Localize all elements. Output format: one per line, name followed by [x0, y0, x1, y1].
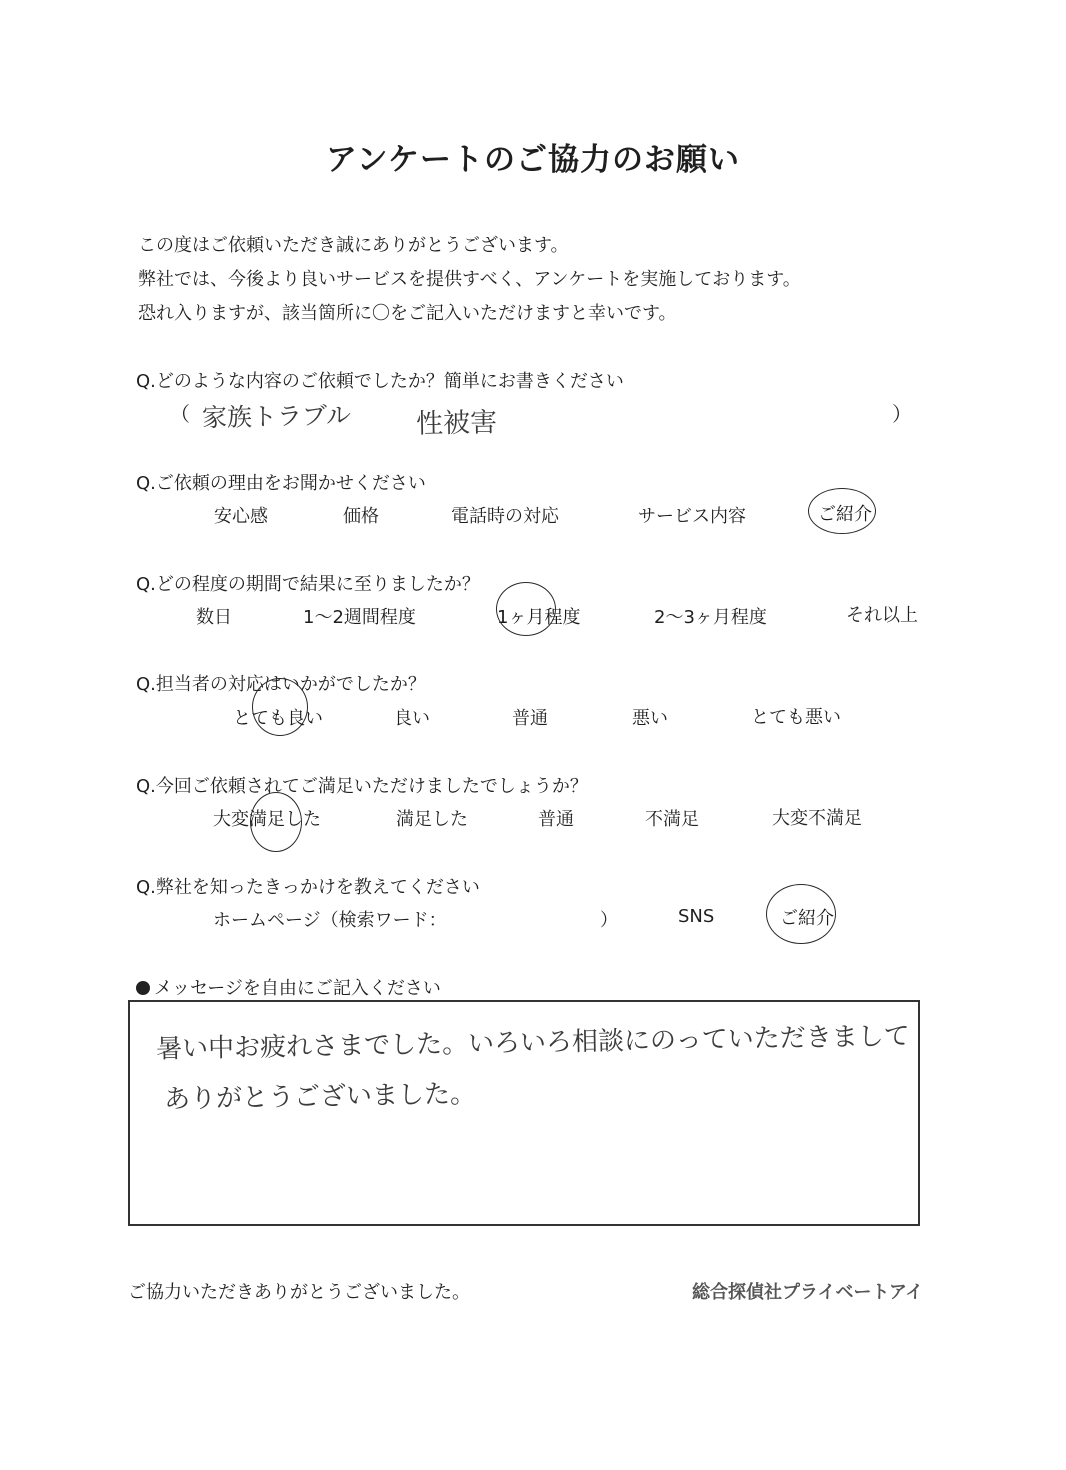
q3-question: Q.どの程度の期間で結果に至りましたか？ [136, 574, 480, 595]
q4-option-normal[interactable]: 普通 [512, 708, 548, 729]
q6-option-referral[interactable]: ご紹介 [780, 908, 834, 929]
message-handwritten-line-1: 暑い中お疲れさまでした。いろいろ相談にのっていただきまして [155, 1021, 910, 1065]
intro-line-2: 弊社では、今後より良いサービスを提供すべく、アンケートを実施しております。 [138, 269, 801, 290]
footer-company: 総合探偵社プライベートアイ [692, 1282, 924, 1303]
q2-option-service[interactable]: サービス内容 [638, 506, 746, 527]
q4-option-bad[interactable]: 悪い [632, 708, 668, 729]
q5-option-very-unsatisfied[interactable]: 大変不満足 [772, 808, 862, 829]
q4-option-very-bad[interactable]: とても悪い [751, 707, 841, 728]
q3-option-2-3-months[interactable]: 2～3ヶ月程度 [654, 607, 767, 628]
q1-paren-close: ） [892, 402, 912, 426]
q4-question: Q.担当者の対応はいかがでしたか？ [136, 674, 426, 695]
q5-option-satisfied[interactable]: 満足した [396, 809, 468, 830]
intro-line-1: この度はご依頼いただき誠にありがとうございます。 [138, 235, 569, 256]
intro-line-3: 恐れ入りますが、該当箇所に〇をご記入いただけますと幸いです。 [138, 303, 677, 324]
q2-option-phone-response[interactable]: 電話時の対応 [451, 506, 559, 527]
q5-option-normal[interactable]: 普通 [538, 809, 574, 830]
q2-option-anshinkan[interactable]: 安心感 [214, 506, 268, 527]
q6-paren-close: ） [600, 910, 618, 931]
q3-option-1-2-weeks[interactable]: 1～2週間程度 [303, 607, 416, 628]
q4-option-good[interactable]: 良い [394, 708, 430, 729]
page-title: アンケートのご協力のお願い [325, 142, 741, 178]
q2-question: Q.ご依頼の理由をお聞かせください [136, 473, 426, 494]
q1-paren-open: （ [170, 402, 190, 426]
q4-option-very-good[interactable]: とても良い [233, 708, 323, 729]
q3-option-1-month[interactable]: 1ヶ月程度 [497, 607, 581, 628]
message-heading-text: メッセージを自由にご記入ください [154, 978, 441, 999]
q5-question: Q.今回ご依頼されてご満足いただけましたでしょうか？ [136, 776, 588, 797]
q6-question: Q.弊社を知ったきっかけを教えてください [136, 877, 480, 898]
q3-option-days[interactable]: 数日 [196, 607, 232, 628]
q1-handwritten-answer-2: 性被害 [415, 407, 498, 440]
q6-option-homepage[interactable]: ホームページ（検索ワード： [213, 910, 447, 931]
message-handwritten-line-2: ありがとうございました。 [163, 1079, 477, 1115]
q5-option-unsatisfied[interactable]: 不満足 [645, 809, 699, 830]
q2-option-price[interactable]: 価格 [343, 506, 379, 527]
q1-handwritten-answer-1: 家族トラブル [201, 400, 352, 433]
q1-question: Q.どのような内容のご依頼でしたか？簡単にお書きください [136, 371, 624, 392]
q6-option-sns[interactable]: SNS [678, 906, 715, 927]
bullet-icon [136, 981, 150, 995]
message-heading [136, 974, 441, 1000]
q3-option-more[interactable]: それ以上 [846, 605, 918, 626]
q5-option-very-satisfied[interactable]: 大変満足した [213, 809, 321, 830]
q2-option-referral[interactable]: ご紹介 [818, 504, 872, 525]
footer-thanks: ご協力いただきありがとうございました。 [128, 1282, 470, 1303]
